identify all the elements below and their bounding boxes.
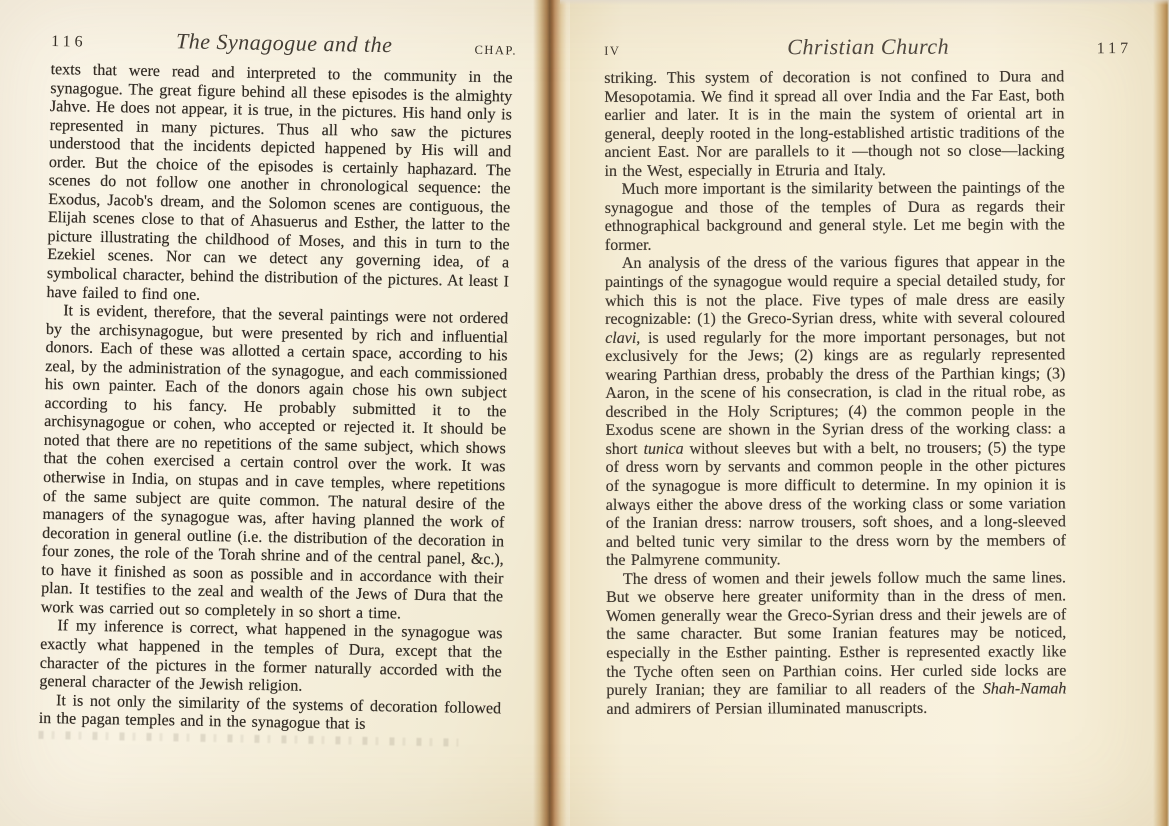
paragraph: If my inference is correct, what happened in the synagogue was exactly what happened in the temples of Dura, except that the character of the pictures in the former naturally accorded with the general character of the Jewish religion. [39,617,503,695]
right-page-header [604,33,1132,61]
left-page-header [51,26,517,61]
paragraph: It is not only the similarity of the systems of decoration followed in the pagan temples and in the synagogue that is [38,691,502,734]
right-page-number: 117 [1096,40,1133,58]
left-page-content [0,0,540,748]
left-running-head: The Synagogue and the [175,28,393,58]
left-corner-label: CHAP. [474,42,518,58]
right-corner-label: IV [604,43,621,58]
right-page-content [570,0,1169,719]
page-edge [1153,0,1169,826]
right-running-head: Christian Church [787,33,950,60]
paragraph: Much more important is the similarity between the paintings of the synagogue and those of the temples of Dura as regards their ethnographical background and general style. Let me begin with the former. [604,179,1065,254]
left-page-number: 116 [51,32,87,51]
left-body-text [39,61,513,737]
right-body-text [604,68,1066,719]
paragraph: texts that were read and interpreted to the community in the synagogue. The great figure behind all these episodes is the almighty Jahve. He does not appear, it is true, in the pictures. His hand only is represented in many pictures. Thus all who saw the pictures understood that the incidents depicted happened by His will and order. But the choice of the episodes is certainly haphazard. The scenes do not follow one another in chronological sequence: the Exodus, Jacob's dream, and the Solomon scenes are contiguous, the Elijah scenes close to that of Ahasuerus and Esther, the latter to the picture illustrating the childhood of Moses, and this in turn to the Ezekiel scenes. Nor can we detect any governing idea, of a symbolical character, behind the distribution of the pictures. At least I have failed to find one. [46,60,513,304]
paragraph: The dress of women and their jewels follow much the same lines. But we observe here greater uniformity than in the dress of men. Women generally wear the Greco-Syrian dress and their jewels are of the same character. But some Iranian features may be noticed, especially in the Esther painting. Esther is represented exactly like the Tyche often seen on Parthian coins. Her curled side locks are purely Iranian; they are familiar to all readers of the Shah-Namah and admirers of Persian illuminated manuscripts. [606,569,1067,718]
right-page [570,0,1169,826]
top-edge [560,0,1169,5]
book-gutter [533,0,571,826]
paragraph: striking. This system of decoration is not confined to Dura and Mesopotamia. We find it spread all over India and the Far East, both earlier and later. It is in the main the system of oriental art in general, deeply rooted in the long-established artistic traditions of the ancient East. Nor are parallels to it —though not so close—lacking in the West, especially in Etruria and Italy. [604,68,1065,180]
paragraph: It is evident, therefore, that the several paintings were not ordered by the archisynagogue, but were presented by rich and influential donors. Each of these was allotted a certain space, according to his zeal, by the administration of the synagogue, and each commissioned his own painter. Each of the donors again chose his own subject according to his fancy. He probably submitted it to the archisynagogue or cohen, who accepted or rejected it. It should be noted that there are no repetitions of the same subject, which shows that the cohen exercised a certain control over the work. It was otherwise in India, on stupas and in cave temples, where repetitions of the same subject are quite common. The natural desire of the managers of the synagogue was, after having planned the work of decoration in general outline (i.e. the distribution of the decoration in four zones, the role of the Torah shrine and of the central panel, &c.), to have it finished as soon as possible and in accordance with their plan. It testifies to the zeal and wealth of the Jews of Dura that the work was carried out so completely in so short a time. [40,302,509,623]
paragraph: An analysis of the dress of the various figures that appear in the paintings of the synagogue would require a special detailed study, for which this is not the place. Five types of male dress are easily recognizable: (1) the Greco-Syrian dress, white with several coloured clavi, is used regularly for the more important personages, but not exclusively for the Jews; (2) kings are as regularly represented wearing Parthian dress, probably the dress of the Parthian kings; (3) Aaron, in the scene of his consecration, is clad in the ritual robe, as described in the Holy Scriptures; (4) the common people in the Exodus scene are shown in the Syrian dress of the working class: a short tunica without sleeves but with a belt, no trousers; (5) the type of dress worn by servants and common people in the other pictures of the synagogue is more difficult to determine. In my opinion it is always either the above dress of the working class or some variation of the Iranian dress: narrow trousers, soft shoes, and a long-sleeved and belted tunic very similar to the dress worn by the members of the Palmyrene community. [604,253,1066,570]
left-page [0,0,540,826]
